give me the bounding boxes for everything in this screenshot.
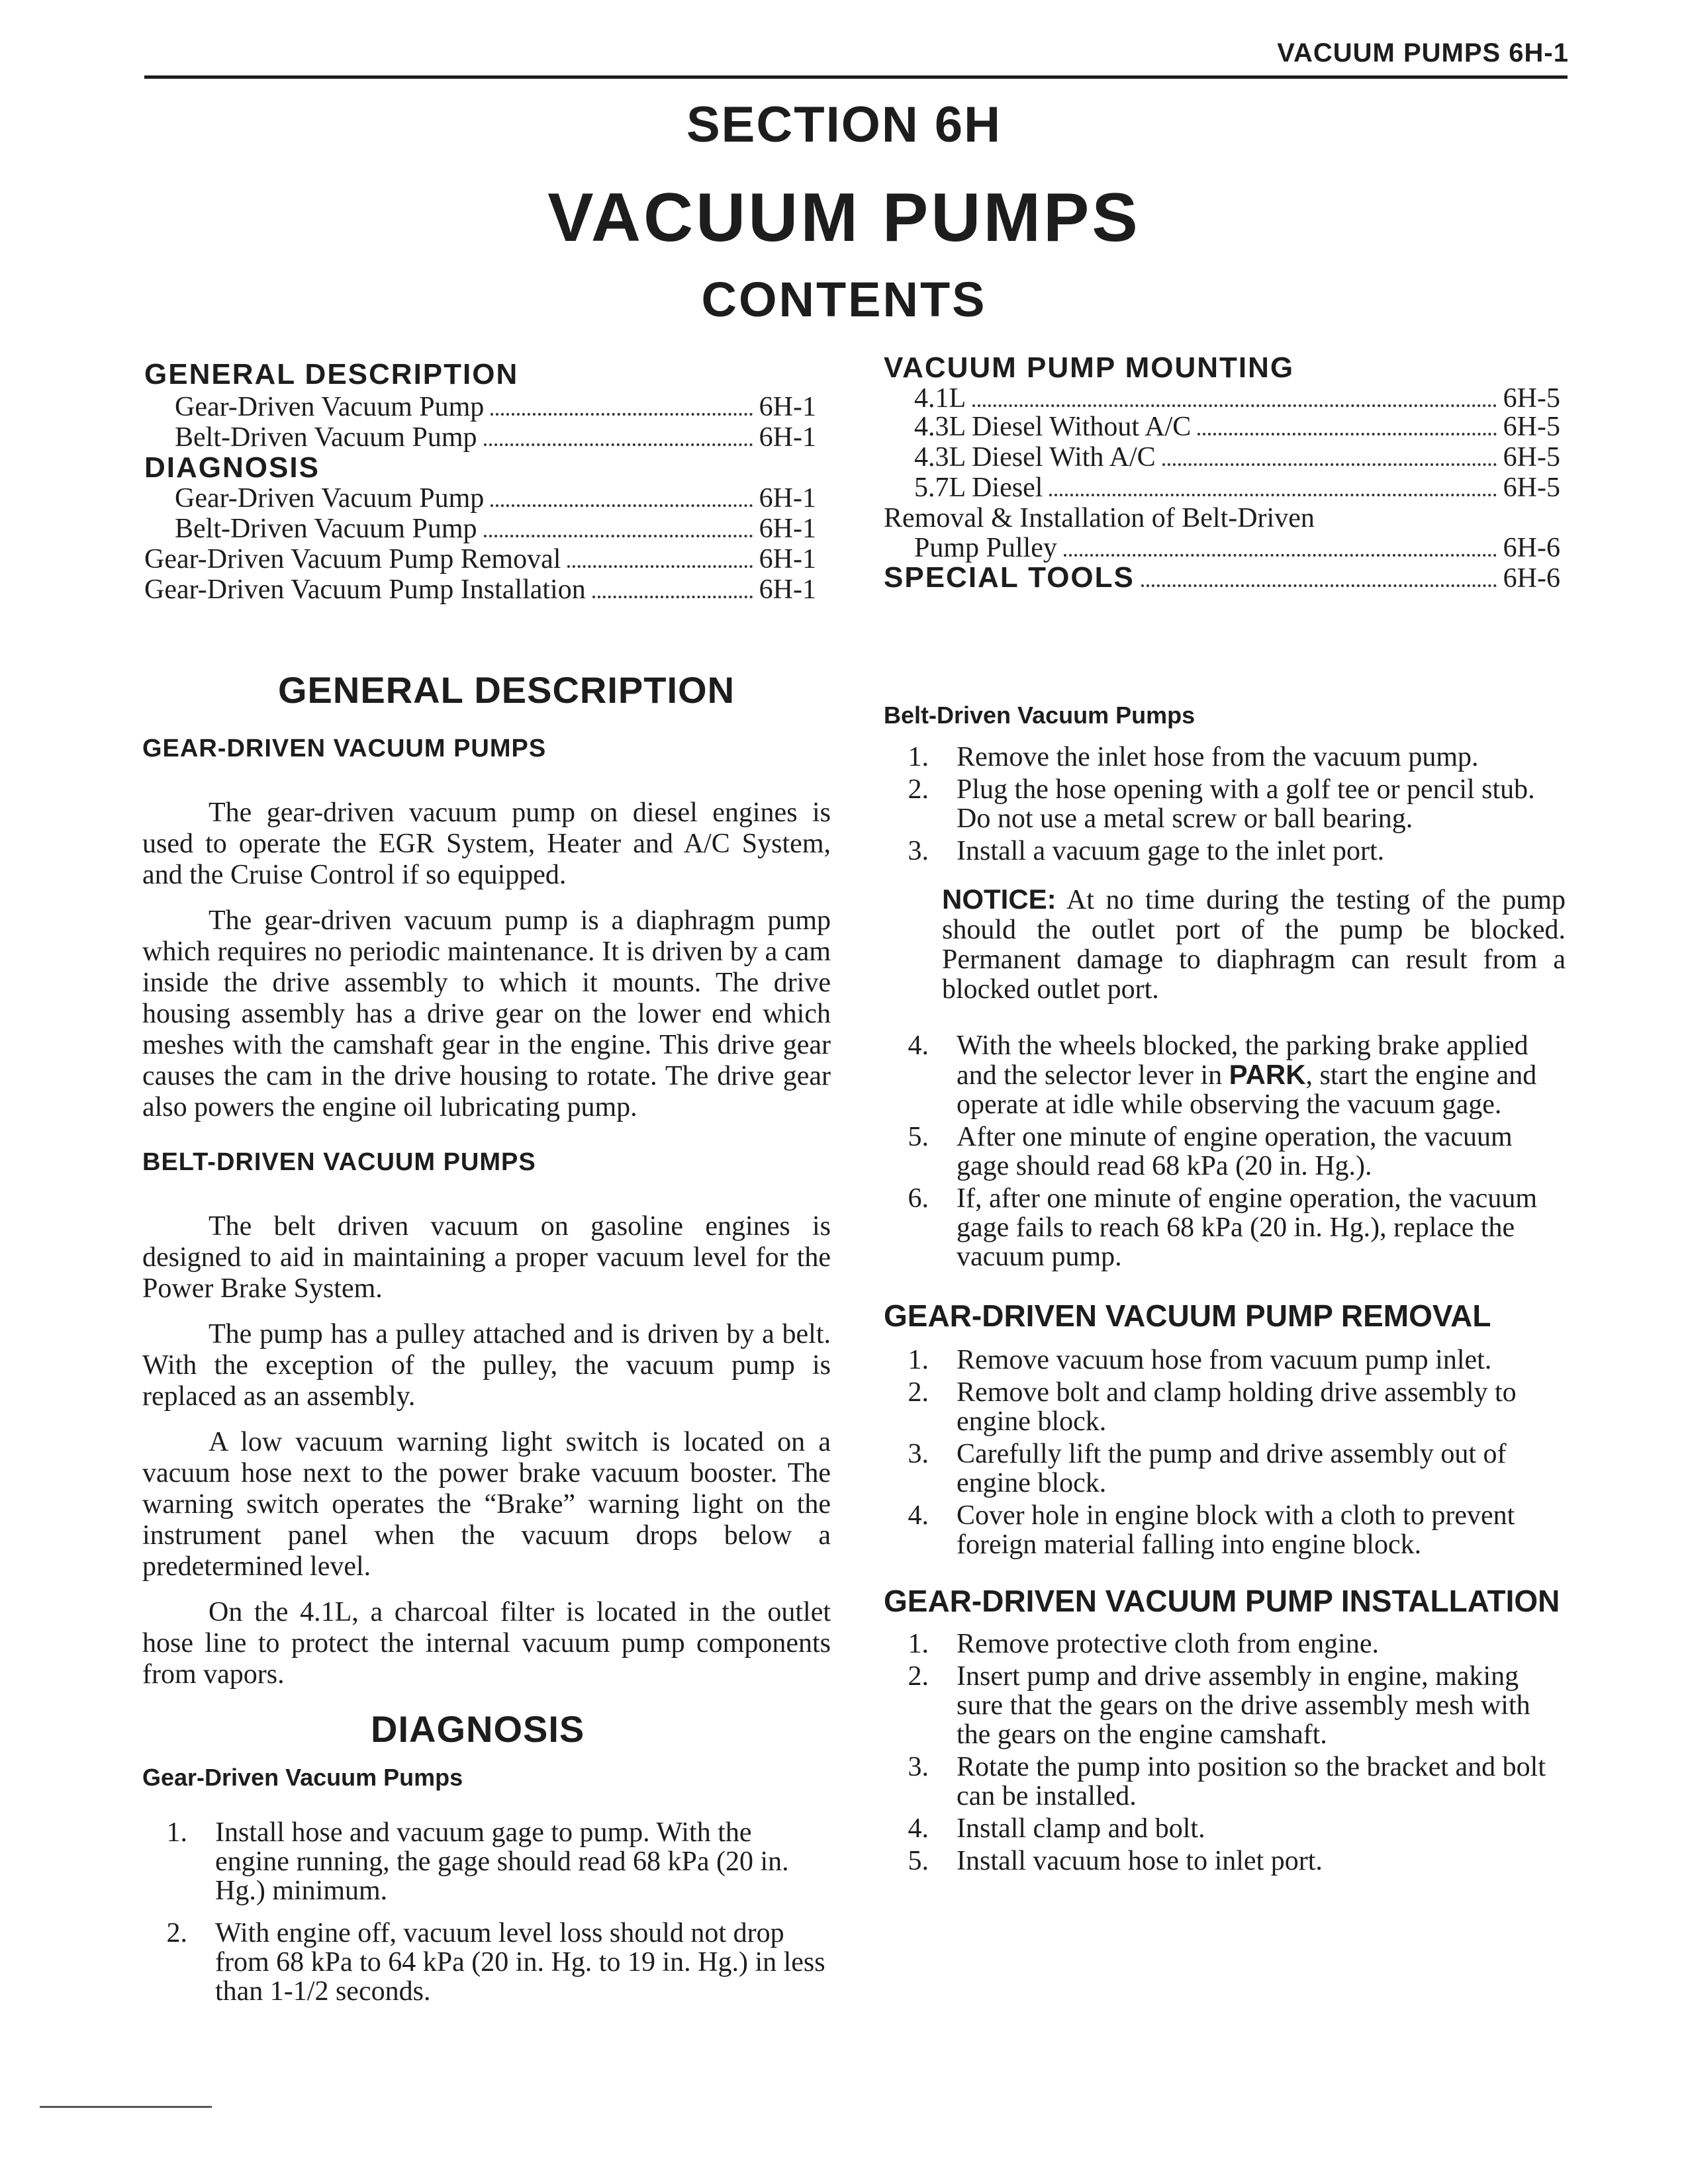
toc-item[interactable] (884, 473, 1560, 503)
gear-driven-paragraph: The gear-driven vacuum pump on diesel engines is used to operate the EGR System, Heater and A/C System, and the Cruise Control if so equipped. (142, 797, 831, 890)
step-text: Rotate the pump into position so the bracket and bolt can be installed. (957, 1752, 1546, 1811)
toc-item-label: 4.1L (914, 383, 966, 414)
toc-item[interactable] (884, 563, 1560, 594)
toc-item[interactable] (144, 483, 816, 514)
toc-item[interactable] (884, 385, 1560, 414)
toc-left (144, 357, 816, 605)
step-number: 1. (908, 1629, 929, 1659)
toc-pulley-line (884, 503, 1560, 533)
step-number: 5. (908, 1846, 929, 1876)
list-item (884, 1439, 1566, 1498)
step-text: With the wheels blocked, the parking brake applied and the selector lever in (957, 1030, 1528, 1091)
toc-general-heading: GENERAL DESCRIPTION (144, 358, 519, 390)
step-text: Plug the hose opening with a golf tee or pencil stub. Do not use a metal screw or ball bearing. (957, 774, 1535, 834)
step-text: Remove protective cloth from engine. (957, 1629, 1379, 1659)
toc-item[interactable] (884, 414, 1560, 442)
list-item (884, 1345, 1566, 1375)
toc-item-page: 6H-1 (759, 514, 816, 544)
list-item (884, 1662, 1566, 1749)
list-item (884, 1501, 1566, 1559)
step-number: 3. (908, 1752, 929, 1782)
toc-item-label: Gear-Driven Vacuum Pump (175, 392, 485, 422)
diagnosis-heading: DIAGNOSIS (371, 1708, 585, 1750)
top-rule (144, 75, 1568, 79)
step-number: 3. (908, 1439, 929, 1469)
step-text: Carefully lift the pump and drive assembly out of engine block. (957, 1439, 1507, 1498)
belt-diagnosis-steps-continued (884, 1031, 1566, 1271)
toc-item-label: Belt-Driven Vacuum Pump (175, 514, 477, 544)
toc-item-page: 6H-1 (759, 544, 816, 574)
step-number: 2. (908, 1661, 929, 1692)
list-item (884, 775, 1566, 833)
list-item (884, 1184, 1566, 1271)
toc-item-label: Pump Pulley (914, 533, 1057, 563)
section-number: SECTION 6H (686, 97, 1002, 153)
belt-diagnosis-steps (884, 743, 1566, 866)
step-number: 2. (908, 774, 929, 805)
step-number: 4. (908, 1030, 929, 1061)
notice-block (884, 884, 1566, 1005)
list-item (142, 1919, 831, 2006)
list-item (884, 1122, 1566, 1181)
toc-item-page: 6H-1 (759, 392, 816, 422)
park-label: PARK (1229, 1059, 1306, 1090)
belt-driven-paragraph: The belt driven vacuum on gasoline engines is designed to aid in maintaining a proper vacuum level for the Power Brake System. (142, 1211, 831, 1304)
step-text: Remove the inlet hose from the vacuum pump. (957, 742, 1479, 772)
toc-diagnosis-heading: DIAGNOSIS (144, 451, 320, 484)
step-number: 3. (908, 836, 929, 866)
installation-steps (884, 1629, 1566, 1876)
toc-item[interactable] (144, 544, 816, 574)
gear-diagnosis-steps (142, 1818, 831, 2006)
toc-item[interactable] (144, 392, 816, 422)
list-item (884, 1031, 1566, 1119)
toc-item[interactable] (144, 574, 816, 605)
list-item (884, 1752, 1566, 1811)
removal-heading: GEAR-DRIVEN VACUUM PUMP REMOVAL (884, 1298, 1491, 1333)
belt-driven-paragraph: A low vacuum warning light switch is located on a vacuum hose next to the power brake vacuum booster. The warning switch operates the “Brake” warning light on the instrument panel when the vacuum drops below a predetermined level. (142, 1427, 831, 1582)
left-column (142, 668, 831, 2009)
toc-pulley-label: Removal & Installation of Belt-Driven (884, 503, 1315, 533)
toc-item-label: Gear-Driven Vacuum Pump Installation (144, 574, 586, 605)
step-number: 4. (908, 1813, 929, 1844)
step-number: 6. (908, 1183, 929, 1214)
toc-right (884, 351, 1560, 594)
step-text: Install a vacuum gage to the inlet port. (957, 836, 1385, 866)
toc-item-page: 6H-1 (759, 483, 816, 514)
gear-diagnosis-heading: Gear-Driven Vacuum Pumps (142, 1764, 463, 1791)
page-title: VACUUM PUMPS (547, 179, 1141, 256)
toc-item-label: 4.3L Diesel Without A/C (914, 412, 1192, 442)
step-text: Remove vacuum hose from vacuum pump inlet. (957, 1345, 1492, 1375)
gear-driven-heading: GEAR-DRIVEN VACUUM PUMPS (142, 735, 547, 762)
toc-item-page: 6H-5 (1503, 442, 1560, 473)
running-head: VACUUM PUMPS 6H-1 (1277, 38, 1569, 68)
general-description-heading: GENERAL DESCRIPTION (278, 669, 735, 711)
list-item (142, 1818, 831, 1905)
toc-item-page: 6H-6 (1503, 533, 1560, 563)
toc-item[interactable] (884, 533, 1560, 563)
step-text: Install clamp and bolt. (957, 1813, 1205, 1844)
footer-rule (40, 2106, 212, 2108)
toc-item[interactable] (144, 514, 816, 544)
list-item (884, 743, 1566, 772)
toc-item[interactable] (884, 442, 1560, 473)
step-text: , start the engine and operate at idle while observing the vacuum gage. (957, 1060, 1537, 1120)
toc-item-page: 6H-1 (759, 574, 816, 605)
list-item (884, 1378, 1566, 1436)
gear-driven-paragraph: The gear-driven vacuum pump is a diaphragm pump which requires no periodic maintenance. It is driven by a cam inside the drive assembly to which it mounts. The drive housing assembly has a drive gear on the lower end which meshes with the camshaft gear in the engine. This drive gear causes the cam in the drive housing to rotate. The drive gear also powers the engine oil lubricating pump. (142, 905, 831, 1122)
installation-heading: GEAR-DRIVEN VACUUM PUMP INSTALLATION (884, 1584, 1560, 1618)
step-number: 2. (166, 1918, 187, 1948)
toc-item-label: Belt-Driven Vacuum Pump (175, 422, 477, 453)
belt-driven-heading: BELT-DRIVEN VACUUM PUMPS (142, 1148, 536, 1176)
list-item (884, 1629, 1566, 1659)
list-item (884, 1846, 1566, 1876)
notice-label: NOTICE: (942, 884, 1056, 915)
toc-item-page: 6H-6 (1503, 563, 1560, 594)
toc-item-label: 4.3L Diesel With A/C (914, 442, 1156, 473)
belt-driven-paragraph: The pump has a pulley attached and is driven by a belt. With the exception of the pulley, the vacuum pump is replaced as an assembly. (142, 1319, 831, 1412)
step-text: With engine off, vacuum level loss should not drop from 68 kPa to 64 kPa (20 in. Hg. to 19 in. Hg.) in less than 1-1/2 seconds. (215, 1918, 825, 2007)
step-text: Install vacuum hose to inlet port. (957, 1846, 1323, 1876)
toc-item-label: Gear-Driven Vacuum Pump (175, 483, 485, 514)
toc-item-page: 6H-5 (1503, 383, 1560, 414)
step-text: If, after one minute of engine operation, the vacuum gage fails to reach 68 kPa (20 in. Hg.), replace the vacuum pump. (957, 1183, 1537, 1272)
contents-heading: CONTENTS (701, 272, 987, 327)
toc-item-page: 6H-5 (1503, 473, 1560, 503)
step-number: 5. (908, 1122, 929, 1152)
step-text: Remove bolt and clamp holding drive assembly to engine block. (957, 1377, 1517, 1437)
step-text: Insert pump and drive assembly in engine, making sure that the gears on the drive assembly mesh with the gears on the engine camshaft. (957, 1661, 1530, 1750)
notice-text: At no time during the testing of the pump should the outlet port of the pump be blocked. Permanent damage to diaphragm can result from a blocked outlet port. (942, 885, 1566, 1005)
toc-item-page: 6H-5 (1503, 412, 1560, 442)
step-text: Cover hole in engine block with a cloth to prevent foreign material falling into engine block. (957, 1500, 1515, 1560)
list-item (884, 837, 1566, 866)
step-number: 1. (166, 1817, 187, 1848)
toc-item-page: 6H-1 (759, 422, 816, 453)
toc-item-label: 5.7L Diesel (914, 473, 1043, 503)
toc-tools-label: SPECIAL TOOLS (884, 561, 1135, 594)
step-number: 4. (908, 1500, 929, 1531)
step-number: 1. (908, 1345, 929, 1375)
removal-steps (884, 1345, 1566, 1559)
step-number: 1. (908, 742, 929, 772)
step-number: 2. (908, 1377, 929, 1408)
toc-item-label: Gear-Driven Vacuum Pump Removal (144, 544, 561, 574)
step-text: Install hose and vacuum gage to pump. With the engine running, the gage should read 68 kPa (20 in. Hg.) minimum. (215, 1817, 789, 1906)
list-item (884, 1814, 1566, 1843)
step-text: After one minute of engine operation, the vacuum gage should read 68 kPa (20 in. Hg.). (957, 1122, 1513, 1181)
belt-driven-paragraph: On the 4.1L, a charcoal filter is located in the outlet hose line to protect the internal vacuum pump components from vapors. (142, 1597, 831, 1690)
belt-diagnosis-heading: Belt-Driven Vacuum Pumps (884, 702, 1196, 729)
toc-mounting-heading: VACUUM PUMP MOUNTING (884, 351, 1295, 384)
toc-item[interactable] (144, 422, 816, 453)
right-column (884, 702, 1566, 1879)
